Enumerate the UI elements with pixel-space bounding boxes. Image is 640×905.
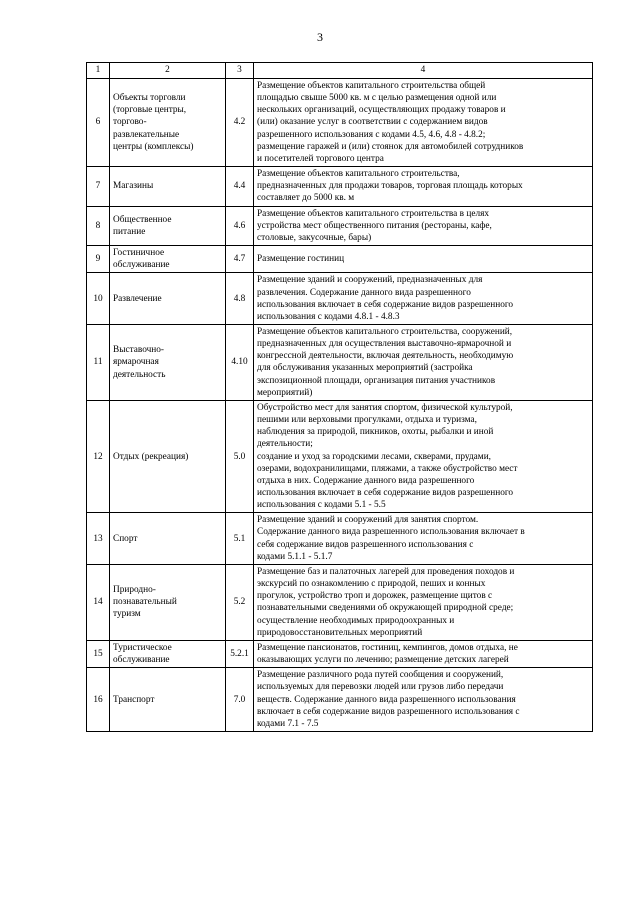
name-line: питание — [113, 226, 146, 237]
row-number: 16 — [87, 668, 110, 732]
name-line: Объекты торговли — [113, 93, 186, 104]
description-line: веществ. Содержание данного вида разрешенного использования — [257, 694, 516, 705]
land-use-description — [254, 668, 593, 732]
description-line: площадью свыше 5000 кв. м с целью размещения одной или — [257, 93, 497, 104]
land-use-description — [254, 564, 593, 640]
description-line: разрешенного использования с кодами 4.5, 4.6, 4.8 - 4.8.2; — [257, 129, 486, 140]
description-line: Размещение баз и палаточных лагерей для проведения походов и — [257, 566, 515, 577]
column-header: 1 — [87, 63, 110, 79]
table-row — [87, 564, 593, 640]
description-line: прогулок, устройство троп и дорожек, размещение щитов с — [257, 591, 493, 602]
description-line: деятельности; — [257, 439, 313, 450]
description-line: составляет до 5000 кв. м — [257, 193, 355, 204]
land-use-table — [86, 62, 593, 732]
description-line: экспозиционной площади, организация питания участников — [257, 375, 496, 386]
land-use-name — [110, 167, 226, 206]
land-use-code: 5.2 — [226, 564, 254, 640]
name-line: обслуживание — [113, 260, 170, 271]
description-line: и посетителей торгового центра — [257, 153, 384, 164]
description-line: Размещение объектов капитального строительства в целях — [257, 208, 490, 219]
name-line: Общественное — [113, 214, 172, 225]
description-line: Размещение зданий и сооружений, предназначенных для — [257, 275, 483, 286]
description-line: себя содержание видов разрешенного использования с — [257, 539, 474, 550]
land-use-name — [110, 640, 226, 667]
name-line: (торговые центры, — [113, 105, 187, 116]
land-use-code: 4.6 — [226, 206, 254, 245]
land-use-name — [110, 273, 226, 325]
table-body — [87, 63, 593, 732]
description-line: столовые, закусочные, бары) — [257, 232, 372, 243]
description-line: пешими или верховыми прогулками, отдыха и туризма, — [257, 415, 477, 426]
land-use-description — [254, 206, 593, 245]
land-use-code: 4.7 — [226, 246, 254, 273]
row-number: 7 — [87, 167, 110, 206]
name-line: ярмарочная — [113, 357, 159, 368]
row-number: 11 — [87, 324, 110, 400]
row-number: 8 — [87, 206, 110, 245]
land-use-code: 5.0 — [226, 400, 254, 512]
name-line: туризм — [113, 609, 141, 620]
description-line: предназначенных для осуществления выставочно-ярмарочной и — [257, 339, 512, 350]
description-line: Размещение объектов капитального строительства, сооружений, — [257, 326, 513, 337]
description-line: создание и уход за городскими лесами, скверами, прудами, — [257, 451, 491, 462]
row-number: 12 — [87, 400, 110, 512]
land-use-code: 7.0 — [226, 668, 254, 732]
name-line: Гостиничное — [113, 248, 165, 259]
land-use-code: 5.2.1 — [226, 640, 254, 667]
description-line: кодами 5.1.1 - 5.1.7 — [257, 551, 333, 562]
table-row — [87, 513, 593, 565]
land-use-description — [254, 246, 593, 273]
land-use-code: 5.1 — [226, 513, 254, 565]
description-line: Размещение пансионатов, гостиниц, кемпингов, домов отдыха, не — [257, 642, 518, 653]
name-line: Природно- — [113, 585, 156, 596]
header-row — [87, 63, 593, 79]
description-line: Размещение зданий и сооружений для занятия спортом. — [257, 515, 479, 526]
name-line: Выставочно- — [113, 345, 165, 356]
land-use-name — [110, 206, 226, 245]
description-line: использования с кодами 4.8.1 - 4.8.3 — [257, 311, 400, 322]
name-line: развлекательные — [113, 129, 180, 140]
name-line: познавательный — [113, 597, 177, 608]
table-row — [87, 167, 593, 206]
column-header: 3 — [226, 63, 254, 79]
description-line: включает в себя содержание видов разрешенного использования с — [257, 706, 520, 717]
land-use-name — [110, 668, 226, 732]
description-line: для обслуживания указанных мероприятий (застройка — [257, 363, 473, 374]
row-number: 13 — [87, 513, 110, 565]
name-line: Отдых (рекреация) — [113, 451, 189, 462]
description-line: использования включает в себя содержание видов разрешенного — [257, 299, 514, 310]
table-row — [87, 324, 593, 400]
name-line: Магазины — [113, 181, 154, 192]
description-line: озерами, водохранилищами, пляжами, а также обустройство мест — [257, 463, 518, 474]
description-line: конгрессной деятельности, включая деятельность, необходимую — [257, 351, 514, 362]
name-line: деятельность — [113, 369, 166, 380]
name-line: обслуживание — [113, 655, 170, 666]
land-use-code: 4.8 — [226, 273, 254, 325]
description-line: оказывающих услуги по лечению; размещение детских лагерей — [257, 655, 509, 666]
name-line: Туристическое — [113, 642, 172, 653]
land-use-description — [254, 400, 593, 512]
table-row — [87, 640, 593, 667]
description-line: использования с кодами 5.1 - 5.5 — [257, 500, 386, 511]
description-line: мероприятий) — [257, 387, 313, 398]
column-header: 4 — [254, 63, 593, 79]
description-line: кодами 7.1 - 7.5 — [257, 718, 319, 729]
description-line: наблюдения за природой, пикников, охоты, рыбалки и иной — [257, 427, 494, 438]
name-line: Спорт — [113, 533, 138, 544]
description-line: использования включает в себя содержание видов разрешенного — [257, 488, 514, 498]
table-row — [87, 273, 593, 325]
description-line: отдыха в них. Содержание данного вида разрешенного — [257, 475, 475, 486]
land-use-description — [254, 167, 593, 206]
land-use-description — [254, 273, 593, 325]
table-row — [87, 668, 593, 732]
name-line: Транспорт — [113, 694, 155, 705]
description-line: Содержание данного вида разрешенного использования включает в — [257, 527, 525, 538]
table-row — [87, 206, 593, 245]
land-use-code: 4.2 — [226, 79, 254, 167]
land-use-code: 4.10 — [226, 324, 254, 400]
land-use-description — [254, 324, 593, 400]
land-use-name — [110, 324, 226, 400]
land-use-description — [254, 79, 593, 167]
description-line: предназначенных для продажи товаров, торговая площадь которых — [257, 181, 523, 192]
description-line: размещение гаражей и (или) стоянок для автомобилей сотрудников — [257, 141, 524, 152]
description-line: познавательными сведениями об окружающей природной среде; — [257, 603, 514, 614]
name-line: торгово- — [113, 117, 147, 128]
description-line: используемых для перевозки людей или грузов либо передачи — [257, 682, 504, 693]
name-line: центры (комплексы) — [113, 141, 194, 152]
land-use-name — [110, 513, 226, 565]
table-row — [87, 400, 593, 512]
land-use-description — [254, 513, 593, 565]
table-row — [87, 246, 593, 273]
land-use-name — [110, 400, 226, 512]
description-line: Размещение гостиниц — [257, 254, 345, 265]
name-line: Развлечение — [113, 293, 162, 304]
land-use-description — [254, 640, 593, 667]
row-number: 14 — [87, 564, 110, 640]
row-number: 9 — [87, 246, 110, 273]
land-use-name — [110, 79, 226, 167]
description-line: Размещение объектов капитального строительства общей — [257, 81, 486, 91]
row-number: 6 — [87, 79, 110, 167]
land-use-code: 4.4 — [226, 167, 254, 206]
table-row — [87, 79, 593, 167]
description-line: Размещение различного рода путей сообщения и сооружений, — [257, 670, 504, 681]
land-use-name — [110, 564, 226, 640]
description-line: экскурсий по ознакомлению с природой, пеших и конных — [257, 579, 486, 590]
description-line: нескольких организаций, осуществляющих продажу товаров и — [257, 105, 506, 116]
description-line: Размещение объектов капитального строительства, — [257, 169, 460, 180]
description-line: природовосстановительных мероприятий — [257, 627, 423, 638]
page-number: 3 — [317, 30, 323, 44]
description-line: осуществление необходимых природоохранных и — [257, 615, 455, 626]
description-line: (или) оказание услуг в соответствии с содержанием видов — [257, 117, 488, 128]
column-header: 2 — [110, 63, 226, 79]
land-use-name — [110, 246, 226, 273]
description-line: развлечения. Содержание данного вида разрешенного — [257, 287, 471, 298]
description-line: Обустройство мест для занятия спортом, физической культурой, — [257, 402, 513, 413]
row-number: 15 — [87, 640, 110, 667]
description-line: устройства мест общественного питания (рестораны, кафе, — [257, 220, 492, 231]
row-number: 10 — [87, 273, 110, 325]
